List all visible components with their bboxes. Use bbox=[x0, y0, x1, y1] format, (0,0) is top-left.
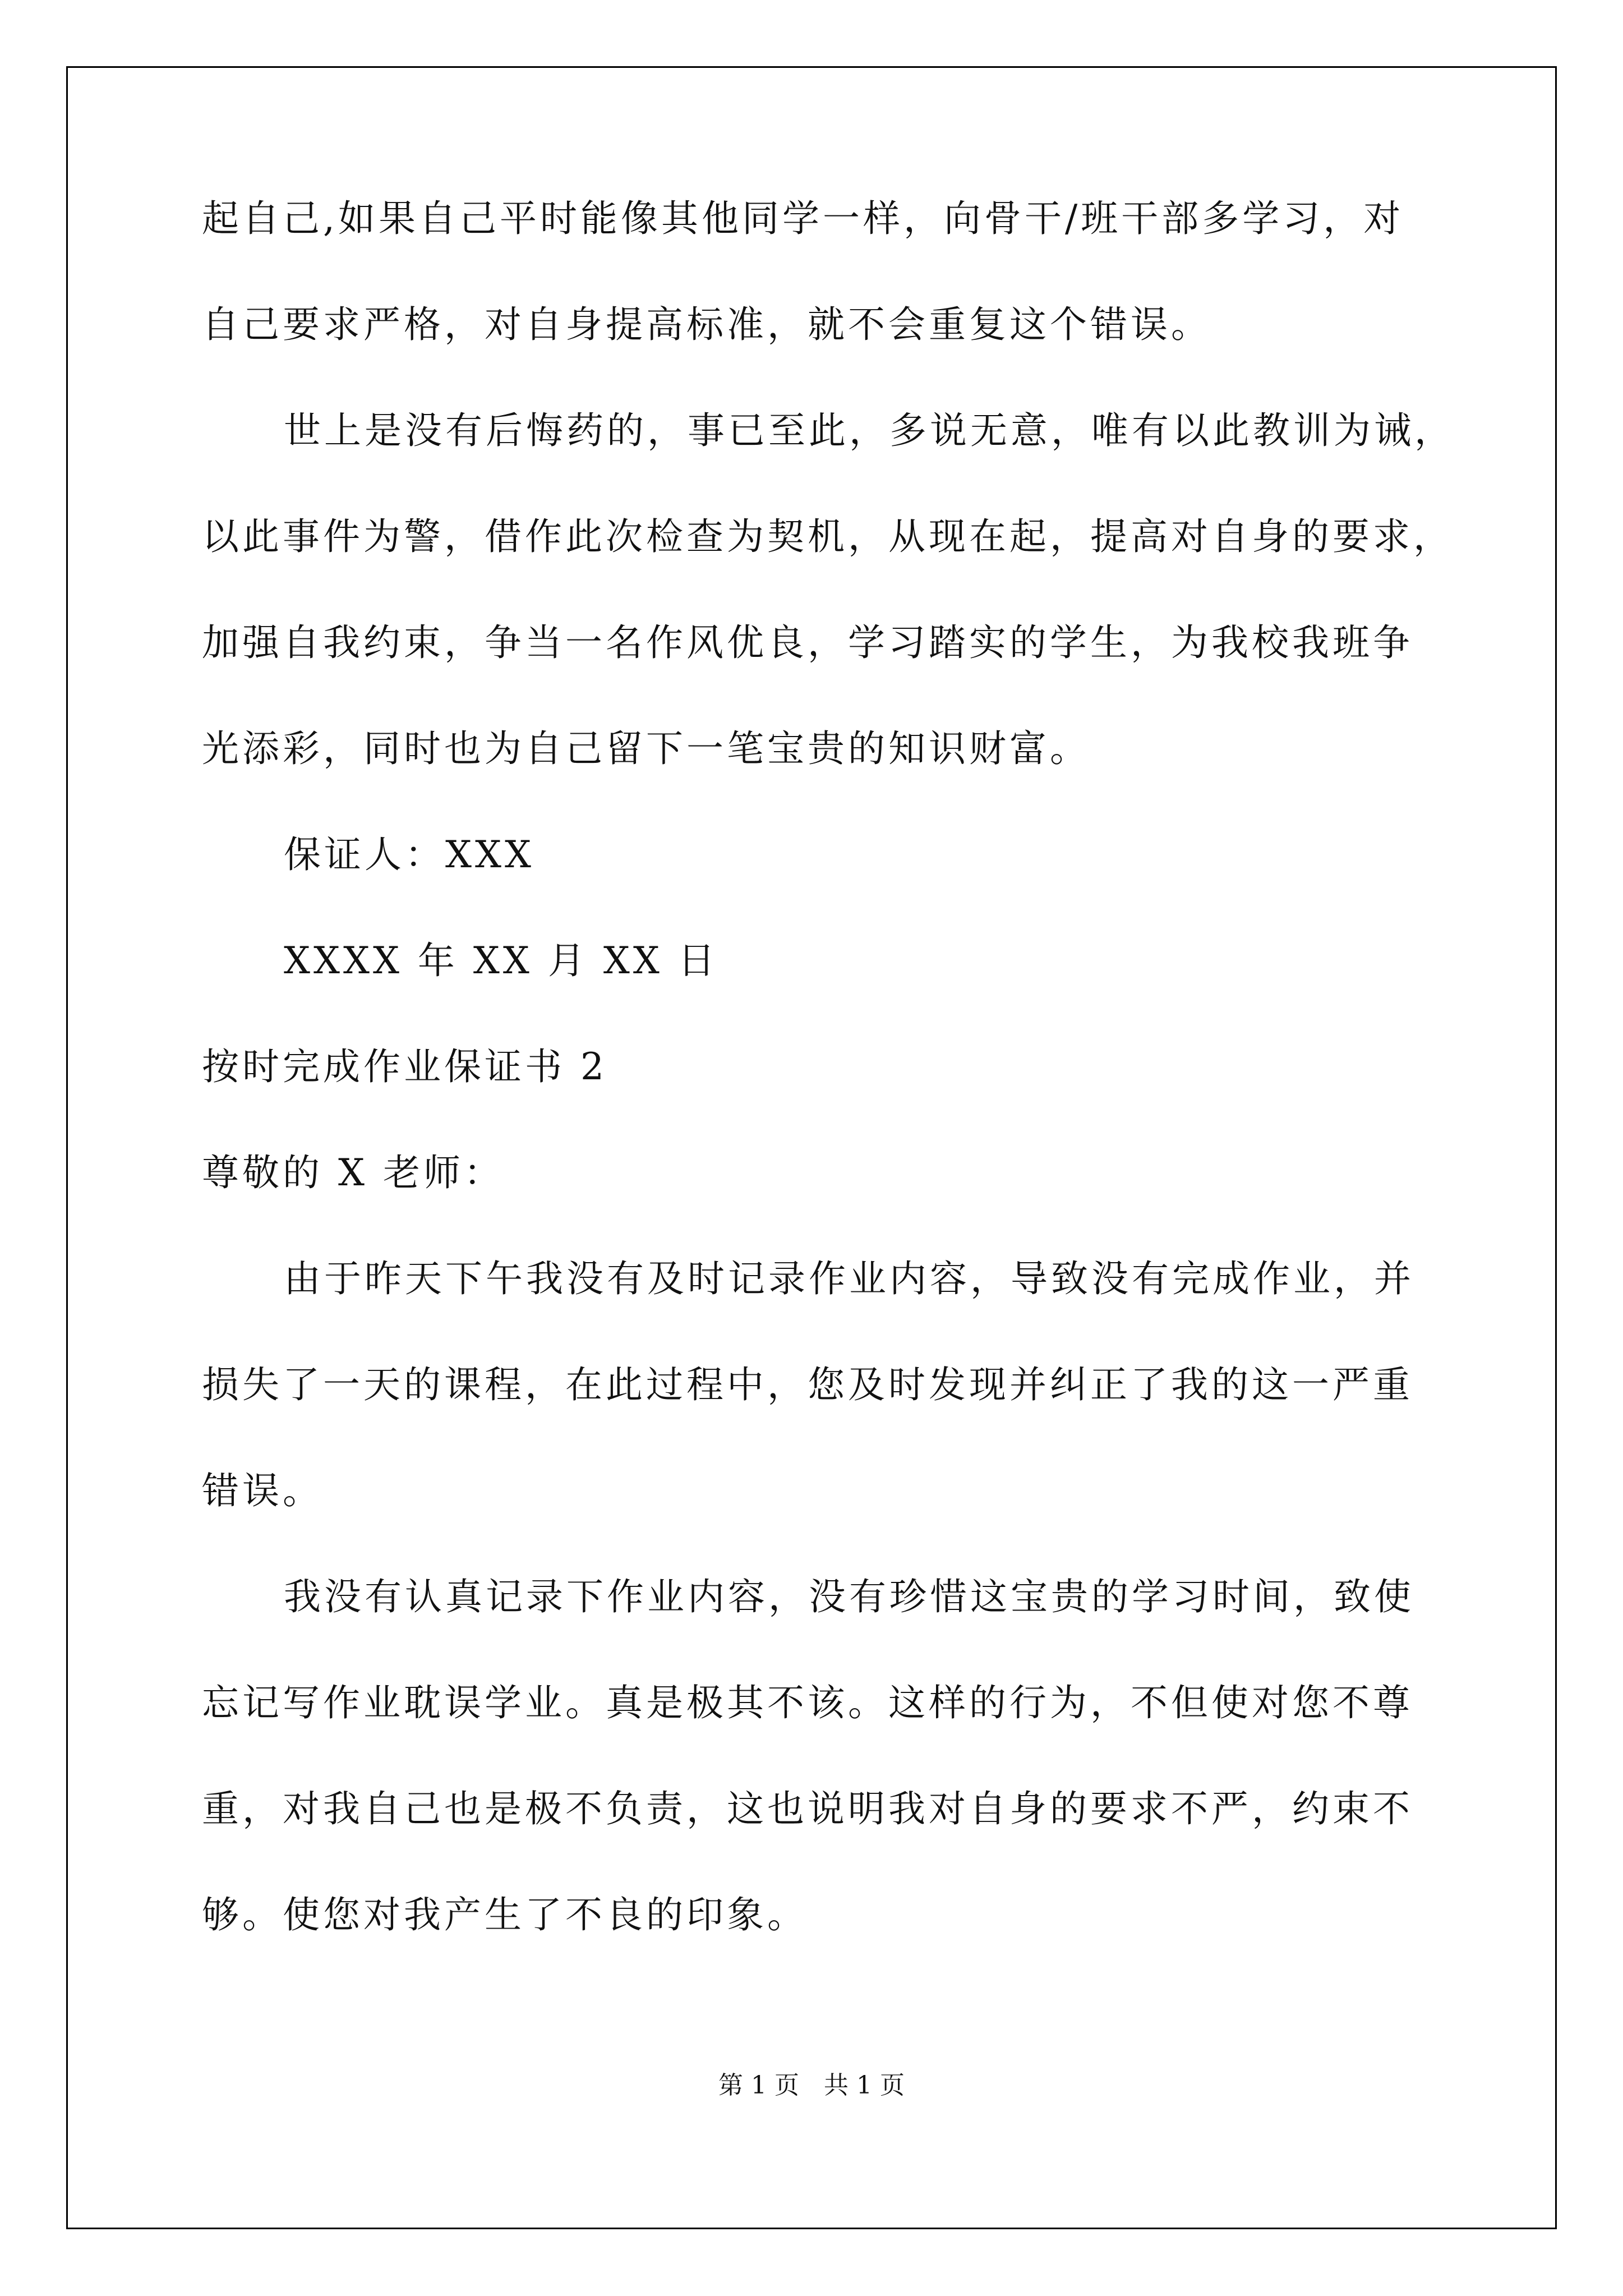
paragraph-line: 以此事件为警，借作此次检查为契机，从现在起，提高对自身的要求， bbox=[202, 515, 1454, 558]
paragraph-line: 起自己,如果自己平时能像其他同学一样，向骨干/班干部多学习，对 bbox=[202, 197, 1404, 240]
paragraph-line: 损失了一天的课程，在此过程中，您及时发现并纠正了我的这一严重 bbox=[202, 1363, 1413, 1406]
paragraph-line: 由于昨天下午我没有及时记录作业内容，导致没有完成作业，并 bbox=[284, 1257, 1414, 1300]
salutation: 尊敬的 X 老师： bbox=[202, 1151, 504, 1194]
paragraph-line: 加强自我约束，争当一名作风优良，学习踏实的学生，为我校我班争 bbox=[202, 621, 1413, 664]
date-line: XXXX 年 XX 月 XX 日 bbox=[284, 939, 718, 982]
paragraph-line: 够。使您对我产生了不良的印象。 bbox=[202, 1893, 808, 1936]
paragraph-line: 光添彩，同时也为自己留下一笔宝贵的知识财富。 bbox=[202, 727, 1090, 770]
paragraph-line: 错误。 bbox=[202, 1469, 323, 1512]
paragraph-line: 忘记写作业耽误学业。真是极其不该。这样的行为，不但使对您不尊 bbox=[202, 1681, 1413, 1724]
paragraph-line: 重，对我自己也是极不负责，这也说明我对自身的要求不严，约束不 bbox=[202, 1787, 1413, 1830]
guarantor-line: 保证人：XXX bbox=[284, 833, 534, 876]
section-title: 按时完成作业保证书 2 bbox=[202, 1045, 607, 1088]
page-footer: 第 1 页 共 1 页 bbox=[718, 2071, 905, 2100]
paragraph-line: 自己要求严格，对自身提高标准，就不会重复这个错误。 bbox=[202, 303, 1211, 346]
paragraph-line: 我没有认真记录下作业内容，没有珍惜这宝贵的学习时间，致使 bbox=[284, 1575, 1414, 1618]
paragraph-line: 世上是没有后悔药的，事已至此，多说无意，唯有以此教训为诫， bbox=[284, 409, 1455, 452]
